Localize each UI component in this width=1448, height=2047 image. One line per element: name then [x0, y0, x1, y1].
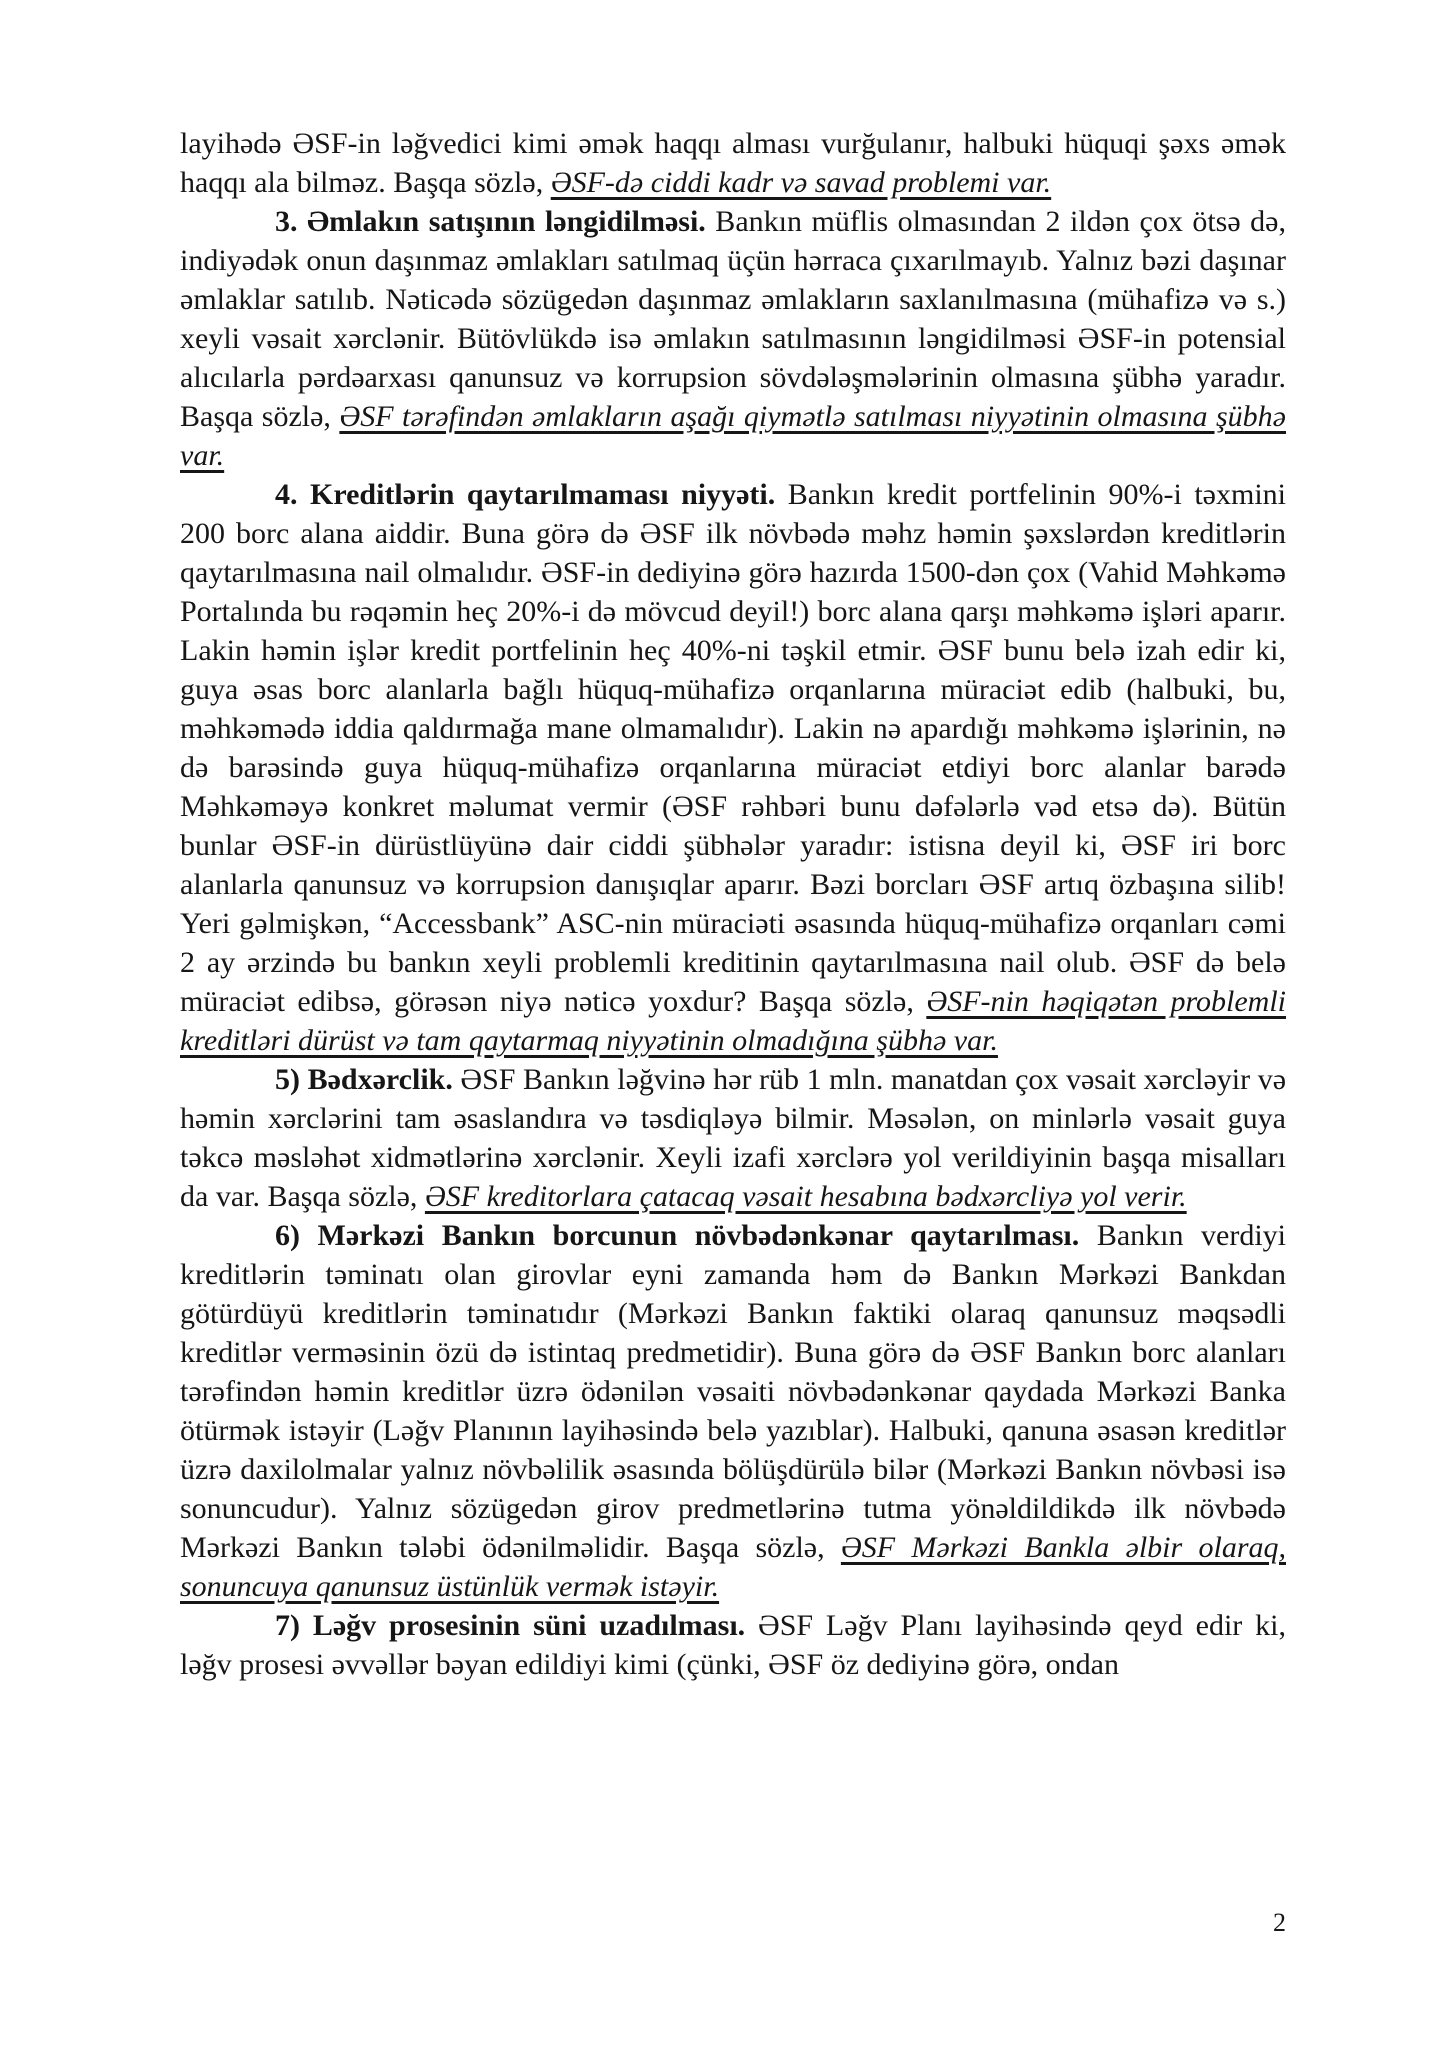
paragraph-number-heading: 4. Kreditlərin qaytarılmaması niyyəti. [275, 478, 776, 511]
paragraph-number-heading: 3. Əmlakın satışının ləngidilməsi. [275, 205, 706, 238]
paragraph-text: Bankın müflis olmasından 2 ildən çox ötsə də, indiyədək onun daşınmaz əmlakları satılmaq üçün hərraca çıxarılmayıb. Yalnız bəzi daşınar əmlaklar satılıb. Nəticədə sözügedən daşınmaz əmlakların saxlanılmasına (mühafizə və s.) xeyli vəsait xərclənir. Bütövlükdə isə əmlakın satılmasının ləngidilməsi ƏSF-in potensial alıcılarla pərdəarxası qanunsuz və korrupsion sövdələşmələrinin olmasına şübhə yaradır. Başqa sözlə, [180, 205, 1286, 433]
paragraph-conclusion: ƏSF-nin həqiqətən problemli kreditləri dürüst və tam qaytarmaq niyyətinin olmadığına şübhə var. [180, 985, 1286, 1057]
document-body [180, 124, 1286, 1684]
paragraph-conclusion: ƏSF-də ciddi kadr və savad problemi var. [550, 166, 1052, 199]
paragraph-number-heading: 6) Mərkəzi Bankın borcunun növbədənkənar qaytarılması. [275, 1219, 1080, 1252]
paragraph-text: layihədə ƏSF-in ləğvedici kimi əmək haqqı alması vurğulanır, halbuki hüquqi şəxs əmək haqqı ala bilməz. Başqa sözlə, [180, 127, 1286, 199]
paragraph-number-heading: 7) Ləğv prosesinin süni uzadılması. [275, 1609, 746, 1642]
paragraph-text: Bankın kredit portfelinin 90%-i təxmini 200 borc alana aiddir. Buna görə də ƏSF ilk növbədə məhz həmin şəxslərdən kreditlərin qaytarılmasına nail olmalıdır. ƏSF-in dediyinə görə hazırda 1500-dən çox (Vahid Məhkəmə Portalında bu rəqəmin heç 20%-i də mövcud deyil!) borc alana qarşı məhkəmə işləri aparır. Lakin həmin işlər kredit portfelinin heç 40%-ni təşkil etmir. ƏSF bunu belə izah edir ki, guya əsas borc alanlarla bağlı hüquq-mühafizə orqanlarına müraciət edib (halbuki, bu, məhkəmədə iddia qaldırmağa mane olmamalıdır). Lakin nə apardığı məhkəmə işlərinin, nə də barəsində guya hüquq-mühafizə orqanlarına müraciət etdiyi borc alanlar barədə Məhkəməyə konkret məlumat vermir (ƏSF rəhbəri bunu dəfələrlə vəd etsə də). Bütün bunlar ƏSF-in dürüstlüyünə dair ciddi şübhələr yaradır: istisna deyil ki, ƏSF iri borc alanlarla qanunsuz və korrupsion danışıqlar aparır. Bəzi borcları ƏSF artıq özbaşına silib! Yeri gəlmişkən, “Accessbank” ASC-nin müraciəti əsasında hüquq-mühafizə orqanları cəmi 2 ay ərzində bu bankın xeyli problemli kreditinin qaytarılmasına nail olub. ƏSF də belə müraciət edibsə, görəsən niyə nəticə yoxdur? Başqa sözlə, [180, 478, 1287, 1018]
paragraph [180, 475, 1286, 1060]
paragraph [180, 124, 1286, 202]
paragraph-conclusion: ƏSF tərəfindən əmlakların aşağı qiymətlə satılması niyyətinin olmasına şübhə var. [180, 400, 1286, 472]
page-number: 2 [1273, 1908, 1286, 1937]
paragraph-conclusion: ƏSF kreditorlara çatacaq vəsait hesabına bədxərcliyə yol verir. [424, 1180, 1187, 1213]
paragraph-text: Bankın verdiyi kreditlərin təminatı olan girovlar eyni zamanda həm də Bankın Mərkəzi Bankdan götürdüyü kreditlərin təminatıdır (Mərkəzi Bankın faktiki olaraq qanunsuz məqsədli kreditlər verməsinin özü də istintaq predmetidir). Buna görə də ƏSF Bankın borc alanları tərəfindən həmin kreditlər üzrə ödənilən vəsaiti növbədənkənar qaydada Mərkəzi Banka ötürmək istəyir (Ləğv Planının layihəsində belə yazıblar). Halbuki, qanuna əsasən kreditlər üzrə daxilolmalar yalnız növbəlilik əsasında bölüşdürülə bilər (Mərkəzi Bankın növbəsi isə sonuncudur). Yalnız sözügedən girov predmetlərinə tutma yönəldildikdə ilk növbədə Mərkəzi Bankın tələbi ödənilməlidir. Başqa sözlə, [180, 1219, 1287, 1564]
paragraph [180, 1060, 1286, 1216]
paragraph [180, 1216, 1286, 1606]
paragraph-text: ƏSF Bankın ləğvinə hər rüb 1 mln. manatdan çox vəsait xərcləyir və həmin xərclərini tam əsaslandıra və təsdiqləyə bilmir. Məsələn, on minlərlə vəsait guya təkcə məsləhət xidmətlərinə xərclənir. Xeyli izafi xərclərə yol verildiyinin başqa misalları da var. Başqa sözlə, [180, 1063, 1287, 1213]
paragraph-conclusion: ƏSF Mərkəzi Bankla əlbir olaraq, sonuncuya qanunsuz üstünlük vermək istəyir. [180, 1531, 1286, 1603]
paragraph [180, 202, 1286, 475]
paragraph-number-heading: 5) Bədxərclik. [275, 1063, 453, 1096]
paragraph-text: ƏSF Ləğv Planı layihəsində qeyd edir ki, ləğv prosesi əvvəllər bəyan edildiyi kimi (çünki, ƏSF öz dediyinə görə, ondan [180, 1609, 1286, 1681]
paragraph [180, 1606, 1286, 1684]
